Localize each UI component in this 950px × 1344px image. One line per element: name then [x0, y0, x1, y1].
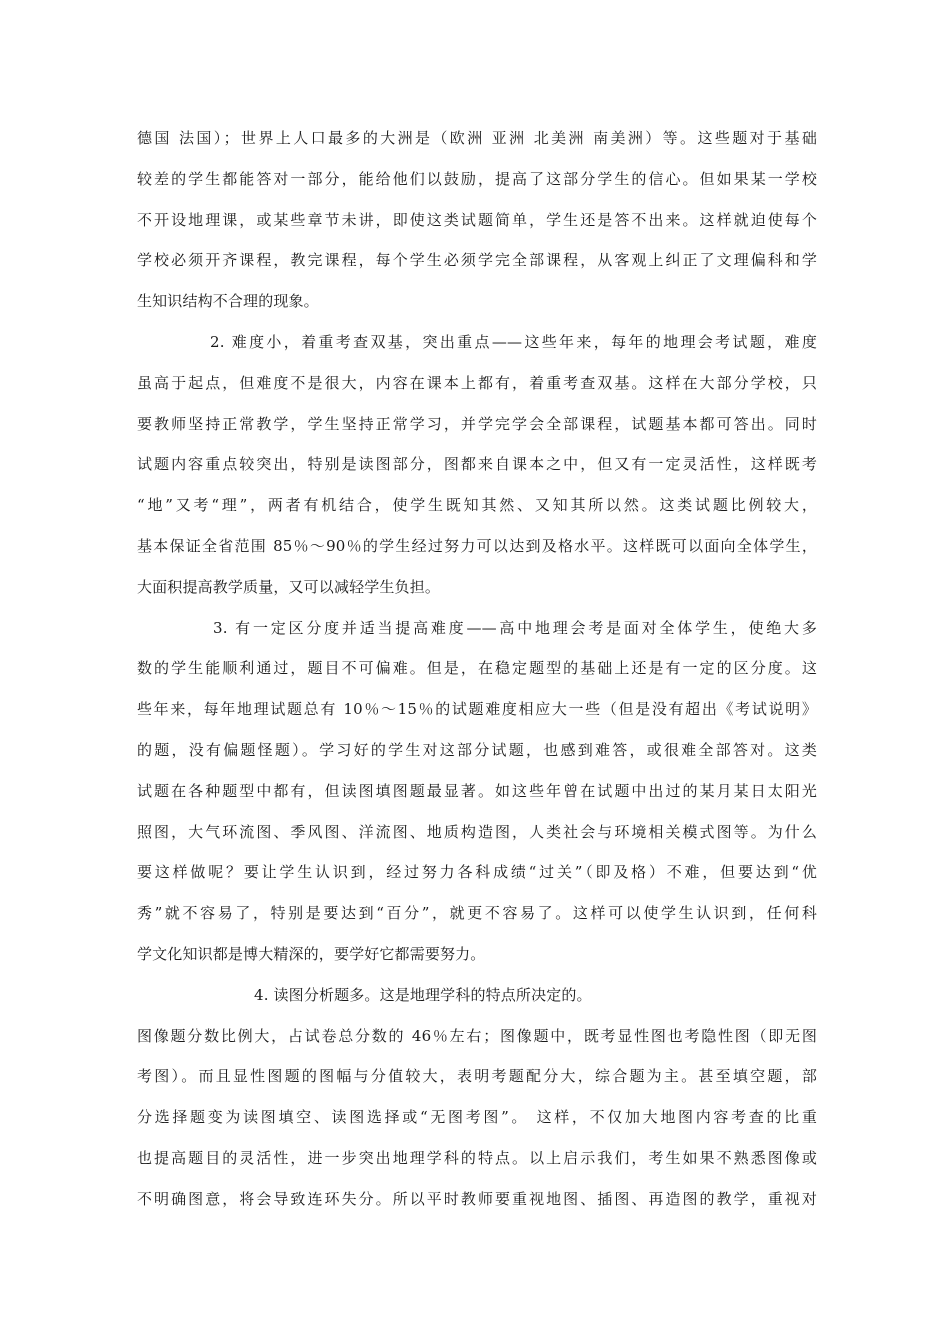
text-line: 4. 读图分析题多。这是地理学科的特点所决定的。 [254, 986, 592, 1004]
text-line: 些年来，每年地理试题总有 10％～15％的试题难度相应大一些（但是没有超出《考试说明》 [137, 700, 817, 718]
text-line: 数的学生能顺利通过，题目不可偏难。但是，在稳定题型的基础上还是有一定的区分度。这 [137, 659, 817, 677]
text-line: 生知识结构不合理的现象。 [137, 292, 319, 310]
text-line: 基本保证全省范围 85％～90％的学生经过努力可以达到及格水平。这样既可以面向全体学生， [137, 537, 817, 555]
text-line: 学文化知识都是博大精深的，要学好它都需要努力。 [137, 945, 486, 963]
text-line: 秀”就不容易了，特别是要达到“百分”，就更不容易了。这样可以使学生认识到，任何科 [137, 904, 817, 922]
text-line: 不开设地理课，或某些章节未讲，即使这类试题简单，学生还是答不出来。这样就迫使每个 [137, 211, 817, 229]
text-line: 的题，没有偏题怪题）。学习好的学生对这部分试题，也感到难答，或很难全部答对。这类 [137, 741, 817, 759]
text-line: 试题内容重点较突出，特别是读图部分，图都来自课本之中，但又有一定灵活性，这样既考 [137, 455, 817, 473]
text-line: 学校必须开齐课程，教完课程，每个学生必须学完全部课程，从客观上纠正了文理偏科和学 [137, 251, 817, 269]
text-line: 3. 有一定区分度并适当提高难度——高中地理会考是面对全体学生，使绝大多 [213, 619, 817, 637]
text-line: 分选择题变为读图填空、读图选择或“无图考图”。 这样，不仅加大地图内容考查的比重 [137, 1108, 817, 1126]
text-line: 较差的学生都能答对一部分，能给他们以鼓励，提高了这部分学生的信心。但如果某一学校 [137, 170, 817, 188]
text-line: 试题在各种题型中都有，但读图填图题最显著。如这些年曾在试题中出过的某月某日太阳光 [137, 782, 817, 800]
text-line: 也提高题目的灵活性，进一步突出地理学科的特点。以上启示我们，考生如果不熟悉图像或 [137, 1149, 817, 1167]
text-line: 照图，大气环流图、季风图、洋流图、地质构造图，人类社会与环境相关模式图等。为什么 [137, 823, 817, 841]
text-line: “地”又考“理”，两者有机结合，使学生既知其然、又知其所以然。这类试题比例较大， [137, 496, 817, 514]
text-line: 要教师坚持正常教学，学生坚持正常学习，并学完学会全部课程，试题基本都可答出。同时 [137, 415, 817, 433]
text-line: 大面积提高教学质量，又可以减轻学生负担。 [137, 578, 441, 596]
text-line: 不明确图意，将会导致连环失分。所以平时教师要重视地图、插图、再造图的教学，重视对 [137, 1190, 817, 1208]
text-line: 德国 法国）；世界上人口最多的大洲是（欧洲 亚洲 北美洲 南美洲）等。这些题对于基础 [137, 129, 817, 147]
text-line: 要这样做呢？要让学生认识到，经过努力各科成绩“过关”（即及格）不难，但要达到“优 [137, 863, 817, 881]
text-line: 虽高于起点，但难度不是很大，内容在课本上都有，着重考查双基。这样在大部分学校，只 [137, 374, 817, 392]
text-line: 图像题分数比例大，占试卷总分数的 46％左右；图像题中，既考显性图也考隐性图（即无图 [137, 1027, 817, 1045]
text-line: 考图）。而且显性图题的图幅与分值较大，表明考题配分大，综合题为主。甚至填空题，部 [137, 1067, 817, 1085]
text-line: 2. 难度小，着重考查双基，突出重点——这些年来，每年的地理会考试题，难度 [210, 333, 817, 351]
